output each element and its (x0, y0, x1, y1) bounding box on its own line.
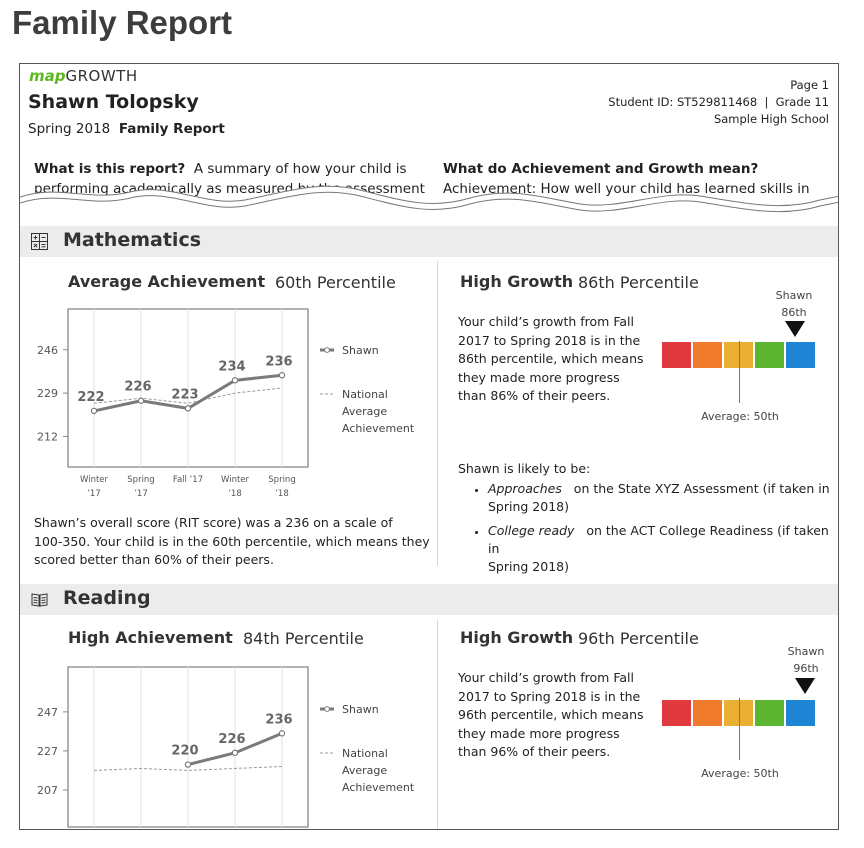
likely-text: Spring 2018) (488, 499, 569, 514)
reading-marker-triangle-icon (795, 678, 815, 694)
math-growth-line: than 86% of their peers. (458, 388, 611, 403)
data-label: 236 (265, 712, 293, 728)
page-number: Page 1 (790, 78, 829, 92)
page-title: Family Report (12, 4, 233, 41)
data-label: 234 (218, 359, 246, 375)
student-score-point (91, 408, 96, 413)
growth-segment (786, 700, 815, 726)
reading-bar-student-pct: 96th (793, 662, 819, 675)
student-score-point (185, 762, 190, 767)
legend-average-label: Achievement (342, 781, 415, 794)
growth-segment (755, 342, 784, 368)
math-score-line: scored better than 60% of their peers. (34, 552, 274, 567)
reading-growth-line: they made more progress (458, 725, 620, 741)
student-score-point (138, 398, 143, 403)
data-label: 226 (124, 379, 152, 395)
data-label: 236 (265, 354, 293, 370)
y-tick-label: 229 (37, 387, 58, 401)
q1-text-line2: performing academically as measured by the assessment (34, 181, 425, 197)
math-bar-student: Shawn (775, 289, 813, 302)
math-divider (437, 261, 438, 566)
math-average-line (739, 341, 740, 403)
x-tick-label: Spring (268, 475, 296, 485)
reading-divider (437, 620, 438, 830)
likely-text: Spring 2018) (488, 559, 569, 574)
y-tick-label: 207 (37, 783, 58, 797)
data-label: 226 (218, 731, 246, 747)
reading-chart-svg (20, 659, 420, 830)
reading-growth-line: Your child’s growth from Fall (458, 670, 634, 685)
q1-text: A summary of how your child is (193, 161, 407, 177)
map-growth-logo (29, 67, 138, 85)
legend-student-point (325, 707, 330, 712)
legend-average-label: Achievement (342, 422, 415, 435)
math-score-line: Shawn’s overall score (RIT score) was a 236 on a scale of (34, 515, 393, 530)
x-tick-label: Winter (79, 475, 109, 485)
math-achievement-chart (20, 300, 420, 504)
logo-product: GROWTH (65, 67, 138, 85)
reading-section-header (20, 584, 838, 615)
math-marker-triangle-icon (785, 321, 805, 337)
growth-segment (693, 700, 722, 726)
q2-label: What do Achievement and Growth mean? (443, 161, 759, 177)
data-label: 223 (171, 387, 199, 403)
x-tick-label: ’18 (275, 489, 289, 499)
math-growth-line: Your child’s growth from Fall (458, 314, 634, 329)
likely-status: College ready (488, 523, 575, 538)
growth-segment (786, 342, 815, 368)
math-bar-student-pct: 86th (781, 306, 807, 319)
x-tick-label: Spring (127, 475, 155, 485)
math-achievement-percentile: 60th Percentile (275, 273, 396, 292)
reading-achievement-percentile: 84th Percentile (243, 629, 364, 648)
school-name: Sample High School (713, 112, 829, 126)
y-tick-label: 247 (37, 705, 58, 719)
likely-text: on the State XYZ Assessment (if taken in (573, 481, 830, 496)
x-tick-label: ’17 (134, 489, 148, 499)
reading-achievement-chart (20, 659, 420, 830)
report-subtitle (28, 121, 225, 137)
q2-text: Achievement: How well your child has learned skills in (443, 181, 810, 197)
growth-segment (662, 700, 691, 726)
likely-item (488, 480, 830, 516)
report-card (19, 63, 839, 830)
likely-intro: Shawn is likely to be: (458, 461, 591, 476)
reading-growth-text (458, 669, 644, 762)
reading-average-line (739, 698, 740, 760)
math-title: Mathematics (63, 229, 202, 251)
math-score-text (34, 514, 434, 570)
reading-bar-student: Shawn (787, 645, 825, 658)
math-chart-svg (20, 300, 420, 500)
legend-student-label: Shawn (342, 344, 379, 357)
x-tick-label: ’17 (87, 489, 101, 499)
legend-average-label: Average (342, 405, 388, 418)
math-growth-label: High Growth (460, 272, 574, 291)
student-score-point (232, 750, 237, 755)
growth-segment (662, 342, 691, 368)
student-score-point (279, 731, 284, 736)
book-icon (31, 591, 48, 608)
data-label: 220 (171, 743, 199, 759)
math-achievement-label: Average Achievement (68, 272, 266, 291)
student-name: Shawn Tolopsky (28, 91, 199, 113)
growth-segment (693, 342, 722, 368)
legend-student-label: Shawn (342, 703, 379, 716)
reading-growth-percentile: 96th Percentile (578, 629, 699, 648)
likely-text: on the ACT College Readiness (if taken in (488, 523, 829, 556)
y-tick-label: 227 (37, 744, 58, 758)
data-label: 222 (77, 389, 105, 405)
growth-segment (755, 700, 784, 726)
likely-status: Approaches (488, 481, 562, 496)
x-tick-label: Fall ’17 (172, 475, 204, 485)
x-tick-label: Winter (220, 475, 250, 485)
x-tick-label: ’18 (228, 489, 242, 499)
reading-title: Reading (63, 587, 151, 609)
q1-label: What is this report? (34, 161, 186, 177)
math-growth-line: 2017 to Spring 2018 is in the (458, 332, 641, 348)
reading-growth-label: High Growth (460, 628, 574, 647)
math-bar-average: Average: 50th (701, 410, 779, 423)
legend-average-label: National (342, 388, 388, 401)
math-growth-text (458, 313, 644, 406)
math-growth-line: they made more progress (458, 369, 620, 385)
logo-brand: map (29, 67, 66, 85)
likely-list (460, 480, 830, 600)
report-name: Family Report (118, 121, 225, 137)
reading-growth-line: than 96% of their peers. (458, 744, 611, 759)
legend-student-point (325, 348, 330, 353)
reading-growth-line: 96th percentile, which means (458, 707, 644, 722)
reading-bar-average: Average: 50th (701, 767, 779, 780)
torn-edge (20, 172, 839, 232)
student-id: Student ID: ST529811468 | Grade 11 (608, 95, 829, 109)
student-score-point (232, 378, 237, 383)
calculator-icon (31, 233, 48, 250)
math-growth-percentile: 86th Percentile (578, 273, 699, 292)
student-score-point (279, 373, 284, 378)
math-growth-line: 86th percentile, which means (458, 351, 644, 366)
term: Spring 2018 (28, 121, 111, 137)
reading-achievement-label: High Achievement (68, 628, 233, 647)
y-tick-label: 246 (37, 343, 58, 357)
likely-item (488, 522, 830, 576)
student-score-point (185, 406, 190, 411)
legend-average-label: National (342, 747, 388, 760)
reading-growth-line: 2017 to Spring 2018 is in the (458, 688, 641, 704)
math-score-line: 100-350. Your child is in the 60th percentile, which means they (34, 533, 430, 549)
math-section-header (20, 226, 838, 257)
y-tick-label: 212 (37, 430, 58, 444)
legend-average-label: Average (342, 764, 388, 777)
